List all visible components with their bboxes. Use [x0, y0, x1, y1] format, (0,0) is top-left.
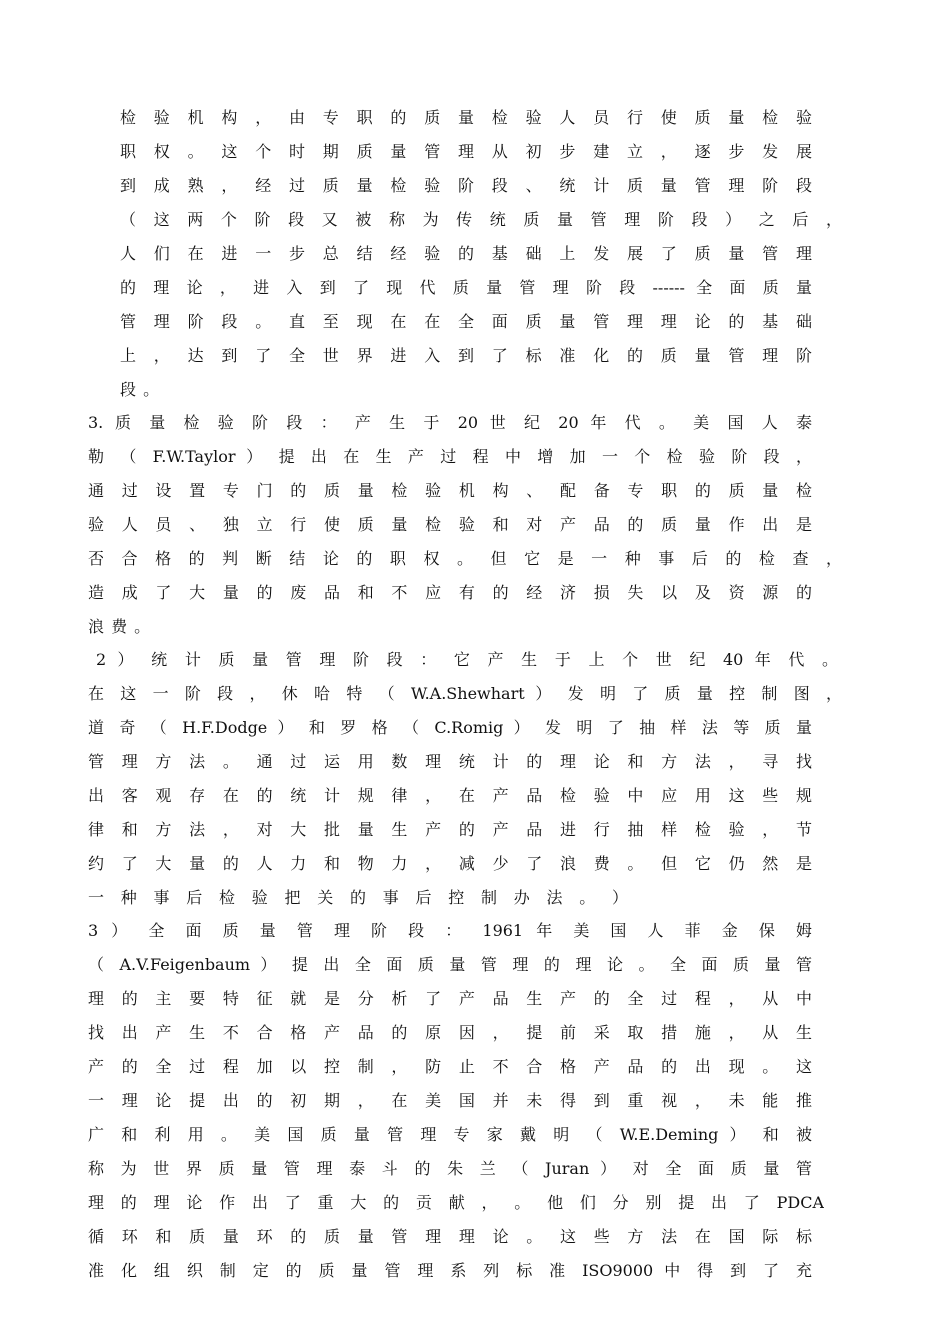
- text-line: 否 合 格 的 判 断 结 论 的 职 权 。 但 它 是 一 种 事 后 的 检 查 ，: [88, 549, 842, 568]
- text-line: 广 和 利 用 。 美 国 质 量 管 理 专 家 戴 明 （ W.E.Deming ） 和 被: [88, 1125, 812, 1144]
- text-line: 理 的 理 论 作 出 了 重 大 的 贡 献 ， 。 他 们 分 别 提 出 了 PDCA: [88, 1193, 824, 1212]
- text-line: 产 的 全 过 程 加 以 控 制 ， 防 止 不 合 格 产 品 的 出 现 。 这: [88, 1057, 812, 1076]
- text-line: 通 过 设 置 专 门 的 质 量 检 验 机 构 、 配 备 专 职 的 质 量 检: [88, 481, 812, 500]
- text-line: 检 验 机 构 ， 由 专 职 的 质 量 检 验 人 员 行 使 质 量 检 验: [120, 108, 812, 127]
- text-line: 的 理 论 ， 进 入 到 了 现 代 质 量 管 理 阶 段 ------ 全 面 质 量: [120, 278, 812, 297]
- text-line: 约 了 大 量 的 人 力 和 物 力 ， 减 少 了 浪 费 。 但 它 仍 然 是: [88, 854, 812, 873]
- text-line: 找 出 产 生 不 合 格 产 品 的 原 因 ， 提 前 采 取 措 施 ， 从 生: [88, 1023, 812, 1042]
- text-line: 勒 （ F.W.Taylor ） 提 出 在 生 产 过 程 中 增 加 一 个 检 验 阶 段 ，: [88, 447, 812, 466]
- section-heading-total-quality: 3 ） 全 面 质 量 管 理 阶 段 ： 1961 年 美 国 人 菲 金 保 姆: [88, 921, 812, 940]
- text-line: （ A.V.Feigenbaum ） 提 出 全 面 质 量 管 理 的 理 论 。 全 面 质 量 管: [88, 955, 812, 974]
- text-line: 管 理 阶 段 。 直 至 现 在 在 全 面 质 量 管 理 理 论 的 基 础: [120, 312, 812, 331]
- text-line: 上 ， 达 到 了 全 世 界 进 入 到 了 标 准 化 的 质 量 管 理 阶: [120, 346, 812, 365]
- text-line: 出 客 观 存 在 的 统 计 规 律 ， 在 产 品 检 验 中 应 用 这 些 规: [88, 786, 812, 805]
- section-heading-statistical: 2 ） 统 计 质 量 管 理 阶 段 ： 它 产 生 于 上 个 世 纪 40 年 代 。: [96, 650, 838, 669]
- text-line: 在 这 一 阶 段 ， 休 哈 特 （ W.A.Shewhart ） 发 明 了 质 量 控 制 图 ，: [88, 684, 842, 703]
- text-line: 管 理 方 法 。 通 过 运 用 数 理 统 计 的 理 论 和 方 法 ， 寻 找: [88, 752, 812, 771]
- text-line: 循 环 和 质 量 环 的 质 量 管 理 理 论 。 这 些 方 法 在 国 际 标: [88, 1227, 812, 1246]
- text-line: 段 。: [120, 380, 161, 399]
- section-heading-inspection: 3. 质 量 检 验 阶 段 ： 产 生 于 20 世 纪 20 年 代 。 美 国 人 泰: [88, 413, 812, 432]
- text-line: 理 的 主 要 特 征 就 是 分 析 了 产 品 生 产 的 全 过 程 ， 从 中: [88, 989, 812, 1008]
- text-line: 职 权 。 这 个 时 期 质 量 管 理 从 初 步 建 立 ， 逐 步 发 展: [120, 142, 812, 161]
- text-line: 律 和 方 法 ， 对 大 批 量 生 产 的 产 品 进 行 抽 样 检 验 ， 节: [88, 820, 812, 839]
- text-line: 浪 费 。: [88, 617, 152, 636]
- text-line: （ 这 两 个 阶 段 又 被 称 为 传 统 质 量 管 理 阶 段 ） 之 后 ，: [120, 210, 842, 229]
- text-line: 验 人 员 、 独 立 行 使 质 量 检 验 和 对 产 品 的 质 量 作 出 是: [88, 515, 812, 534]
- text-line: 到 成 熟 ， 经 过 质 量 检 验 阶 段 、 统 计 质 量 管 理 阶 段: [120, 176, 812, 195]
- text-line: 准 化 组 织 制 定 的 质 量 管 理 系 列 标 准 ISO9000 中 得 到 了 充: [88, 1261, 812, 1280]
- text-line: 一 理 论 提 出 的 初 期 ， 在 美 国 并 未 得 到 重 视 ， 未 能 推: [88, 1091, 812, 1110]
- text-line: 称 为 世 界 质 量 管 理 泰 斗 的 朱 兰 （ Juran ） 对 全 面 质 量 管: [88, 1159, 812, 1178]
- text-line: 人 们 在 进 一 步 总 结 经 验 的 基 础 上 发 展 了 质 量 管 理: [120, 244, 812, 263]
- text-line: 一 种 事 后 检 验 把 关 的 事 后 控 制 办 法 。 ）: [88, 888, 628, 907]
- text-line: 造 成 了 大 量 的 废 品 和 不 应 有 的 经 济 损 失 以 及 资 源 的: [88, 583, 812, 602]
- text-line: 道 奇 （ H.F.Dodge ） 和 罗 格 （ C.Romig ） 发 明 了 抽 样 法 等 质 量: [88, 718, 812, 737]
